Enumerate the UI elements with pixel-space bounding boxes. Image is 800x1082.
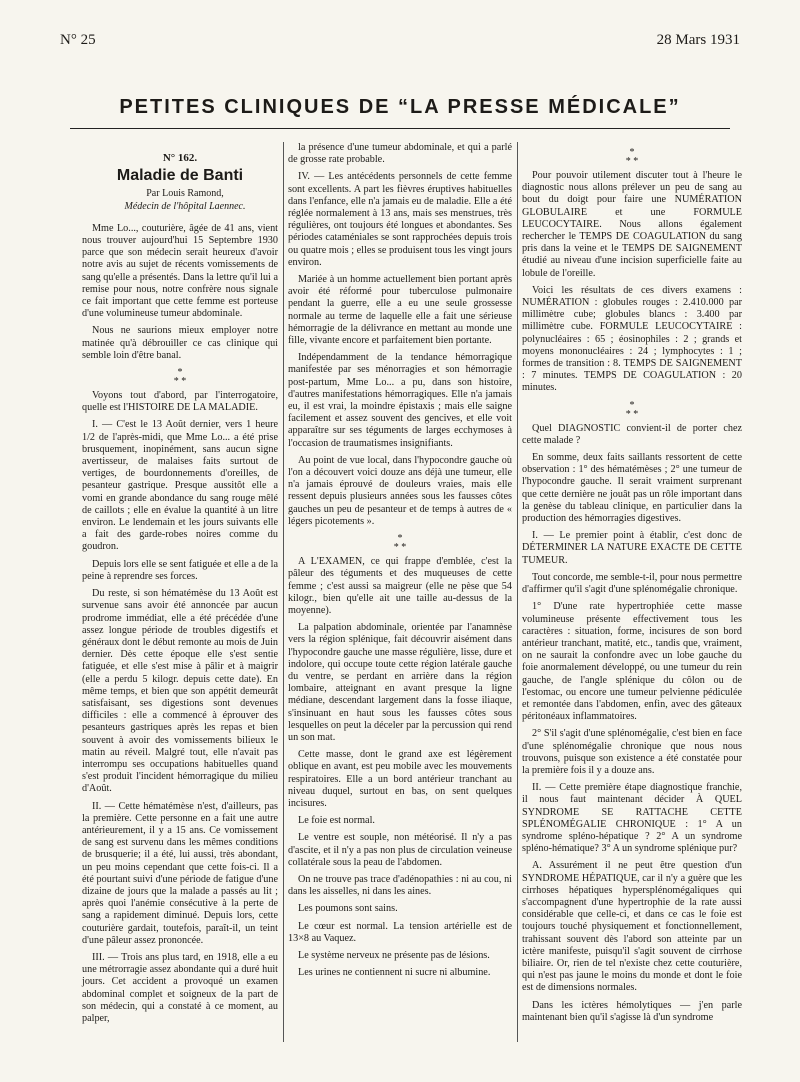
affiliation: Médecin de l'hôpital Laennec. [124, 200, 246, 212]
paragraph: Tout concorde, me semble-t-il, pour nous permettre d'affirmer qu'il s'agit d'une splénomégalie chronique. [522, 571, 742, 596]
issue-number: N° 25 [60, 32, 96, 48]
column-divider [283, 142, 284, 1042]
column-2 [288, 142, 512, 984]
paragraph: IV. — Les antécédents personnels de cette femme sont excellents. A part les fièvres éruptives habituelles dans l'enfance, elle n'a jamais eu de maladie. Elle a été réglée normalement à 13 ans, mais ses menstrues, très régulières, ont toujours été longues et abondantes. Ses périodes cataméniales se sont rapprochées depuis trois ou quatre mois ; elles se produisent tous les vingt jours environ. [288, 171, 512, 268]
paragraph: II. — Cette hématémèse n'est, d'ailleurs, pas la première. Cette personne en a fait une autre antérieurement, il y a 15 ans. Ce vomissement de sang est survenu dans les mêmes conditions de brusquerie; il a été, lui aussi, très abondant, un peu moins cependant que cette fois-ci. Il a été pourtant suivi d'une période de fatigue d'une dizaine de jours que la malade a passés au lit ; après quoi l'anémie consécutive à la perte de sang a rapidement diminué. Depuis lors, cette couturière gardait, toutefois, paraît-il, un teint d'une pâleur assez prononcée. [82, 800, 278, 946]
page-header [60, 32, 740, 54]
paragraph: Mariée à un homme actuellement bien portant après avoir été réformé pour tuberculose pulmonaire pendant la guerre, elle a eu une seule grossesse normale au terme de laquelle elle a fait une sérieuse hémorragie de la délivrance en mettant au monde une fille, vivante encore et parfaitement bien portante. [288, 274, 512, 347]
section-stars: * * * [173, 367, 187, 388]
section-stars: * * * [393, 533, 407, 554]
paragraph: A L'EXAMEN, ce qui frappe d'emblée, c'est la pâleur des téguments et des muqueuses de cette femme ; c'est aussi sa maigreur (elle ne pèse que 54 kilogr., bien qu'elle ait une taille au-dessus de la moyenne). [288, 556, 512, 616]
paragraph: Indépendamment de la tendance hémorragique manifestée par ses ménorragies et son hémorragie post-partum, Mme Lo... a pu, dans son histoire, d'autres manifestations hémorragiques. Elle n'a jamais eu, il est vrai, la moindre épistaxis ; mais elle saigne facilement et assez souvent des gencives, et elle voit apparaître sur ses téguments de larges ecchymoses à l'occasion de traumatismes insignifiants. [288, 352, 512, 449]
paragraph: En somme, deux faits saillants ressortent de cette observation : 1° des hématémèses ; 2° une tumeur de l'hypocondre gauche. Il serait vraiment surprenant que cette dernière ne jouât pas un rôle important dans la genèse du tableau clinique, en particulier dans la production des hémorragies digestives. [522, 452, 742, 525]
paragraph: Le foie est normal. [298, 815, 375, 827]
section-stars: * * * [625, 399, 639, 420]
paragraph: A. Assurément il ne peut être question d'un SYNDROME HÉPATIQUE, car il n'y a guère que les cirrhoses hépatiques hypersplénomégaliques qui s'accompagnent d'une hypertrophie de la rate aussi considérable que celle-ci, et dans ce cas le foie est toujours touché physiquement et fonctionnellement, trahissant souvent dès l'abord son atteinte par un ictère manifeste, puisqu'il s'agit souvent de cirrhose biliaire. Or, rien de tel n'existe chez cette couturière, qui n'est pas jaune le moins du monde et dont le foie est de dimensions normales. [522, 860, 742, 994]
paragraph: Les urines ne contiennent ni sucre ni albumine. [298, 967, 491, 979]
section-title: PETITES CLINIQUES DE “LA PRESSE MÉDICALE” [119, 96, 681, 118]
article-number: N° 162. [162, 152, 198, 164]
paragraph: Mme Lo..., couturière, âgée de 41 ans, vient nous trouver aujourd'hui 15 Septembre 1930 parce que son médecin serait heureux d'avoir notre avis au sujet de récents vomissements de sang qu'elle a présentés. Dans la lettre qu'il lui a remise pour nous, notre confrère nous signale ce fait important que cette femme est porteuse d'une volumineuse tumeur abdominale. [82, 222, 278, 320]
paragraph: Cette masse, dont le grand axe est légèrement oblique en avant, est peu mobile avec les mouvements respiratoires. Elle a un bord antérieur tranchant au niveau duquel, surtout en bas, on sent quelques incisures. [288, 749, 512, 809]
section-stars: * * * [625, 147, 639, 167]
paragraph: 1° D'une rate hypertrophiée cette masse volumineuse présente effectivement tous les caractères : situation, forme, incisures de son bord antérieur tranchant, matité, etc., tandis que, vraiment, on ne saurait la confondre avec un lobe gauche du foie anormalement développé, ou une tumeur du rein gauche, de l'angle splénique du côlon ou de l'estomac, ou encore une tumeur pelvienne pédiculée et remontée dans l'abdomen, enfin, avec des gâteaux péritonéaux inflammatoires. [522, 601, 742, 723]
paragraph: Voyons tout d'abord, par l'interrogatoire, quelle est l'HISTOIRE DE LA MALADIE. [82, 390, 278, 414]
paragraph: Les poumons sont sains. [298, 903, 398, 915]
paragraph: Le cœur est normal. La tension artérielle est de 13×8 au Vaquez. [288, 920, 512, 944]
paragraph: On ne trouve pas trace d'adénopathies : ni au cou, ni dans les aisselles, ni dans les aines. [288, 873, 512, 898]
paragraph: I. — C'est le 13 Août dernier, vers 1 heure 1/2 de l'après-midi, que Mme Lo... a été prise brusquement, inopinément, sans aucun signe avertisseur, de malaises faits surtout de vertiges, de bourdonnements d'oreilles, de pesanteur gastrique. Presque aussitôt elle a vomi en grande abondance du sang rouge mêlé de caillots ; elle en évalue la quantité à un litre environ. Le lendemain et les jours suivants elle a fait des garde-robes noires comme du goudron. [82, 419, 278, 553]
paragraph: Dans les ictères hémolytiques — j'en parle maintenant bien qu'il s'agisse là d'un syndrome [522, 999, 742, 1023]
article-title: Maladie de Banti [116, 167, 244, 185]
paragraph: 2° S'il s'agit d'une splénomégalie, c'est bien en face d'une splénomégalie chronique que nous nous trouvons, puisque son existence a été constatée pour la première fois il y a douze ans. [522, 728, 742, 776]
paragraph: la présence d'une tumeur abdominale, et qui a parlé de grosse rate probable. [288, 142, 512, 166]
column-divider [517, 142, 518, 1042]
paragraph: Du reste, si son hématémèse du 13 Août est survenue sans avoir été annoncée par aucun prodrome immédiat, elle a été précédée d'une assez longue période de troubles digestifs et généraux dont le début remonte au mois de Juin dernier. Dès cette époque elle s'est sentie fatiguée, et elle s'est mise à pâlir et à maigrir (elle a perdu 5 kilogr. depuis cette date). En même temps, et bien que son appétit demeurât satisfaisant, ses digestions sont devenues difficiles : elle a commencé à éprouver des pesanteurs gastriques après les repas et bien souvent à avoir des vomissements bilieux le matin au réveil. Malgré tout, elle n'avait pas interrompu ses occupations habituelles quand s'est produit l'incident hémorragique du milieu d'Août. [82, 588, 278, 795]
paragraph: III. — Trois ans plus tard, en 1918, elle a eu une métrorragie assez abondante qui a duré huit jours. Cet accident a provoqué un examen abdominal complet et soigneux de la part de son médecin, qui a constaté à ce moment, au palper, [82, 951, 278, 1024]
paragraph: Le système nerveux ne présente pas de lésions. [298, 949, 490, 961]
paragraph: II. — Cette première étape diagnostique franchie, il nous faut maintenant décider À QUEL SYNDROME SE RATTACHE CETTE SPLÉNOMÉGALIE CHRONIQUE : 1° A un syndrome spléno-hépatique ? 2° A un syndrome spléno-hématique? 3° A un syndrome splénique pur? [522, 782, 742, 855]
paragraph: La palpation abdominale, orientée par l'anamnèse vers la région splénique, fait découvrir aisément dans l'hypocondre gauche une masse régulière, lisse, dure et indolore, qui occupe toute cette région latérale gauche du ventre, se perdant en arrière dans la région lombaire, atteignant en avant presque la ligne médiane, descendant largement dans la fosse iliaque, s'insinuant en haut sous les fausses côtes sous lesquelles on peut la déceler par la percussion qui rend un son mat. [288, 622, 512, 743]
column-1 [82, 142, 278, 1030]
byline: Par Louis Ramond, [146, 188, 224, 200]
paragraph: I. — Le premier point à établir, c'est donc de DÉTERMINER LA NATURE EXACTE DE CETTE TUMEUR. [522, 530, 742, 566]
paragraph: Voici les résultats de ces divers examens : NUMÉRATION : globules rouges : 2.410.000 par millimètre cube; globules blancs : 3.400 par millimètre cube. FORMULE LEUCOCYTAIRE : polynucléaires : 65 ; éosinophiles : 2 ; grands et moyens mononucléaires : 24 ; lymphocytes : 1 ; formes de transition : 8. TEMPS DE SAIGNEMENT : 7 minutes. TEMPS DE COAGULATION : 20 minutes. [522, 284, 742, 394]
paragraph: Au point de vue local, dans l'hypocondre gauche où l'on a découvert voici douze ans déjà une tumeur, elle n'a jamais éprouvé de douleurs vraies, mais elle ressent depuis plusieurs années sous les fausses côtes gauches un peu de pesanteur et de temps à autres de « légers picotements ». [288, 454, 512, 527]
issue-date: 28 Mars 1931 [656, 32, 740, 48]
paragraph: Pour pouvoir utilement discuter tout à l'heure le diagnostic nous allons prélever un peu de sang au bout du doigt pour faire une NUMÉRATION GLOBULAIRE et une FORMULE LEUCOCYTAIRE. Nous allons également rechercher le TEMPS DE COAGULATION du sang pris dans la veine et le TEMPS DE SAIGNEMENT étudié au niveau d'une incision superficielle faite au lobule de l'oreille. [522, 170, 742, 279]
paragraph: Le ventre est souple, non météorisé. Il n'y a pas d'ascite, et il n'y a pas non plus de circulation veineuse collatérale sous la peau de l'abdomen. [288, 832, 512, 868]
title-rule [70, 128, 730, 129]
column-3 [522, 142, 742, 1029]
paragraph: Nous ne saurions mieux employer notre matinée qu'à débrouiller ce cas clinique qui semble loin d'être banal. [82, 325, 278, 361]
paragraph: Quel DIAGNOSTIC convient-il de porter chez cette malade ? [522, 422, 742, 446]
paragraph: Depuis lors elle se sent fatiguée et elle a de la peine à reprendre ses forces. [82, 558, 278, 582]
